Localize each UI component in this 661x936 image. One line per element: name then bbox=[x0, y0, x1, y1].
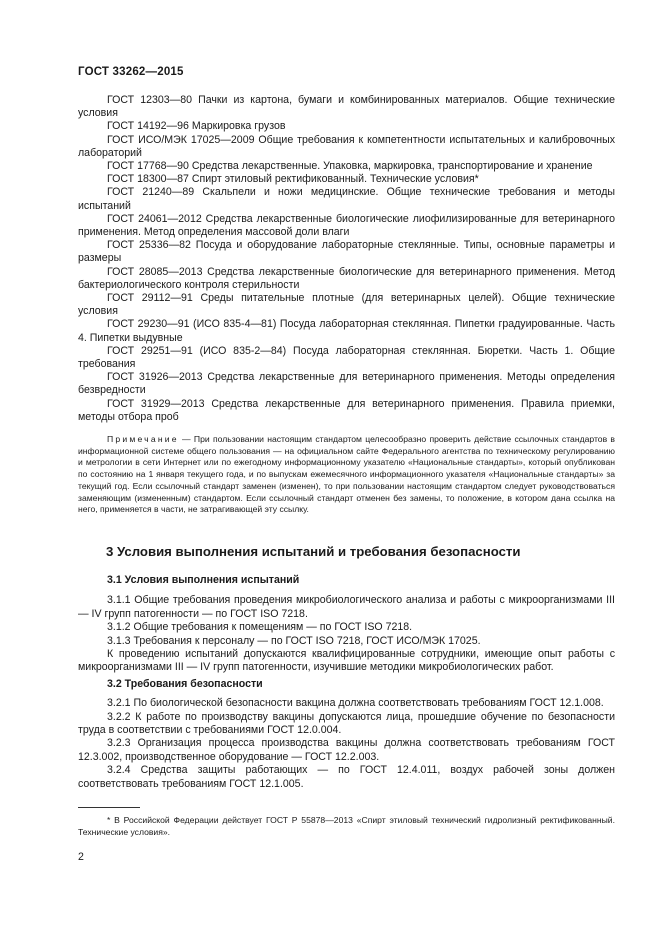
clause-3-1-1: 3.1.1 Общие требования проведения микробиологического анализа и работы с микроорганизмами III — IV групп патогенности — по ГОСТ ISO 7218. bbox=[78, 594, 615, 620]
reference-item: ГОСТ 18300—87 Спирт этиловый ректификованный. Технические условия* bbox=[107, 173, 479, 186]
reference-item: ГОСТ 24061—2012 Средства лекарственные биологические лиофилизированные для ветеринарного применения. Метод определения массовой доли влаги bbox=[78, 212, 615, 239]
clause-3-1-personnel: К проведению испытаний допускаются квалифицированные сотрудники, имеющие опыт работы с микроорганизмами III — IV групп патогенности, изучившие методики микробиологических работ. bbox=[78, 648, 615, 674]
clause-3-2-2: 3.2.2 К работе по производству вакцины допускаются лица, прошедшие обучение по безопасности труда в соответствии с требованиями ГОСТ 12.0.004. bbox=[78, 710, 615, 737]
note-block bbox=[78, 434, 615, 516]
reference-item: ГОСТ 29251—91 (ИСО 835-2—84) Посуда лабораторная стеклянная. Бюретки. Часть 1. Общие требования bbox=[78, 344, 615, 371]
note-paragraph bbox=[78, 434, 615, 516]
reference-item: ГОСТ 17768—90 Средства лекарственные. Упаковка, маркировка, транспортирование и хранение bbox=[107, 160, 593, 173]
subsection-3-1-title: 3.1 Условия выполнения испытаний bbox=[107, 574, 300, 586]
footnote-text: * В Российской Федерации действует ГОСТ Р 55878—2013 «Спирт этиловый технический гидролизный ректификованный. Технические условия». bbox=[78, 815, 615, 837]
page-number: 2 bbox=[78, 851, 84, 863]
reference-item: ГОСТ 14192—96 Маркировка грузов bbox=[107, 120, 286, 133]
section-3-title: 3 Условия выполнения испытаний и требования безопасности bbox=[106, 544, 521, 559]
document-header: ГОСТ 33262—2015 bbox=[78, 66, 184, 78]
normative-references-list bbox=[78, 94, 615, 424]
subsection-3-2-title: 3.2 Требования безопасности bbox=[107, 677, 263, 690]
clause-3-1-3: 3.1.3 Требования к персоналу — по ГОСТ ISO 7218, ГОСТ ИСО/МЭК 17025. bbox=[107, 634, 481, 647]
reference-item: ГОСТ 21240—89 Скальпели и ножи медицинские. Общие технические требования и методы испытаний bbox=[78, 186, 615, 212]
clause-3-2-1: 3.2.1 По биологической безопасности вакцина должна соответствовать требованиям ГОСТ 12.1.008. bbox=[107, 697, 604, 710]
note-text: — При пользовании настоящим стандартом целесообразно проверить действие ссылочных стандартов в информационной системе общего пользования — на официальном сайте Федерального агентства по техническому регулированию и метрологии в сети Интернет или по ежегодному информационному указателю «Национальные стандарты», который опубликован по состоянию на 1 января текущего года, и по выпускам ежемесячного информационного указателя «Национальные стандарты» за текущий год. Если ссылочный стандарт заменен (изменен), то при пользовании настоящим стандартом следует руководствоваться заменяющим (измененным) стандартом. Если ссылочный стандарт отменен без замены, то положение, в котором дана ссылка на него, применяется в части, не затрагивающей эту ссылку. bbox=[78, 434, 615, 515]
clause-3-1-2: 3.1.2 Общие требования к помещениям — по ГОСТ ISO 7218. bbox=[107, 621, 413, 634]
note-label: Примечание bbox=[107, 434, 179, 444]
reference-item: ГОСТ 29112—91 Среды питательные плотные (для ветеринарных целей). Общие технические условия bbox=[78, 292, 615, 318]
reference-item: ГОСТ ИСО/МЭК 17025—2009 Общие требования к компетентности испытательных и калибровочных лабораторий bbox=[78, 133, 615, 159]
reference-item: ГОСТ 12303—80 Пачки из картона, бумаги и комбинированных материалов. Общие технические условия bbox=[78, 94, 615, 120]
reference-item: ГОСТ 31929—2013 Средства лекарственные для ветеринарного применения. Правила приемки, методы отбора проб bbox=[78, 397, 615, 423]
reference-item: ГОСТ 28085—2013 Средства лекарственные биологические для ветеринарного применения. Метод бактериологического контроля стерильности bbox=[78, 265, 615, 291]
clause-3-2-3: 3.2.3 Организация процесса производства вакцины должна соответствовать требованиям ГОСТ 12.3.002, производственное оборудование — ГОСТ 12.2.003. bbox=[78, 737, 615, 763]
reference-item: ГОСТ 29230—91 (ИСО 835-4—81) Посуда лабораторная стеклянная. Пипетки градуированные. Часть 4. Пипетки выдувные bbox=[78, 318, 615, 344]
footnote-block bbox=[78, 815, 615, 838]
reference-item: ГОСТ 25336—82 Посуда и оборудование лабораторные стеклянные. Типы, основные параметры и размеры bbox=[78, 239, 615, 265]
footnote-divider bbox=[78, 807, 140, 808]
section-3-body bbox=[78, 573, 615, 791]
reference-item: ГОСТ 31926—2013 Средства лекарственные для ветеринарного применения. Методы определения безвредности bbox=[78, 371, 615, 397]
clause-3-2-4: 3.2.4 Средства защиты работающих — по ГОСТ 12.4.011, воздух рабочей зоны должен соответствовать требованиям ГОСТ 12.1.005. bbox=[78, 764, 615, 790]
